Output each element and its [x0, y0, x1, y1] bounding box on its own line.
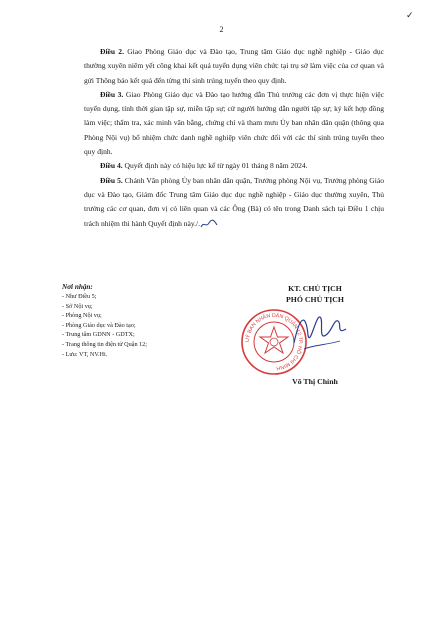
signature-icon — [290, 305, 350, 355]
article-2: Điều 2. Giao Phòng Giáo dục và Đào tạo, Trung tâm Giáo dục nghề nghiệp - Giáo dục thường xuyên niêm yết công khai kết quả tuyển dụng viên chức tại trụ sở làm việc của cơ quan và gửi Thông báo kết quả đến từng thí sinh trúng tuyển theo quy định. — [84, 47, 384, 85]
recipients-list — [62, 292, 232, 359]
decision-body — [84, 45, 384, 231]
svg-text:UỶ BAN NHÂN DÂN QUẬN 12 TP. HỒ: UỶ BAN NHÂN DÂN QUẬN 12 TP. HỒ CHÍ MINH — [244, 312, 304, 371]
list-item: - Trang thông tin điện tử Quận 12; — [62, 340, 147, 348]
article-4: Điều 4. Quyết định này có hiệu lực kể từ ngày 01 tháng 8 năm 2024. — [100, 161, 308, 171]
list-item: - Phòng Nội vụ; — [62, 312, 102, 320]
signer-line-1: KT. CHỦ TỊCH — [288, 284, 342, 293]
signer-name: Võ Thị Chính — [292, 377, 338, 386]
list-item: - Trung tâm GDNN - GDTX; — [62, 331, 135, 339]
initials-mark-icon — [200, 219, 218, 229]
recipients-block — [62, 282, 232, 359]
recipients-title: Nơi nhận: — [62, 283, 93, 291]
signer-line-2: PHÓ CHỦ TỊCH — [286, 295, 344, 304]
page-number: 2 — [219, 25, 224, 34]
signer-title — [250, 283, 380, 305]
article-5: Điều 5. Chánh Văn phòng Ủy ban nhân dân quận, Trưởng phòng Nội vụ, Trưởng phòng Giáo dục và Đào tạo, Giám đốc Trung tâm Giáo dục dục nghề nghiệp - Giáo dục thường xuyên, Thủ trưởng các cơ quan, đơn vị có liên quan và các Ông (Bà) có tên trong Danh sách tại Điều 1 chịu trách nhiệm thi hành Quyết định này./. — [84, 175, 384, 228]
article-3: Điều 3. Giao Phòng Giáo dục và Đào tạo hướng dẫn Thủ trưởng các đơn vị thực hiện việc tuyển dụng, tính thời gian tập sự, miễn tập sự; cử người hướng dẫn người tập sự; ký kết hợp đồng làm việc; thẩm tra, xác minh văn bằng, chứng chỉ và tham mưu Ủy ban nhân dân quận (thông qua Phòng Nội vụ) bổ nhiệm chức danh nghề nghiệp viên chức đối với các thí sinh trúng tuyển theo quy định. — [84, 89, 384, 157]
list-item: - Lưu: VT, NV.Hi. — [62, 350, 108, 358]
check-mark-icon: ✓ — [406, 10, 414, 20]
list-item: - Như Điều 5; — [62, 293, 97, 300]
list-item: - Sở Nội vụ; — [62, 302, 93, 310]
list-item: - Phòng Giáo dục và Đào tạo; — [62, 321, 136, 329]
